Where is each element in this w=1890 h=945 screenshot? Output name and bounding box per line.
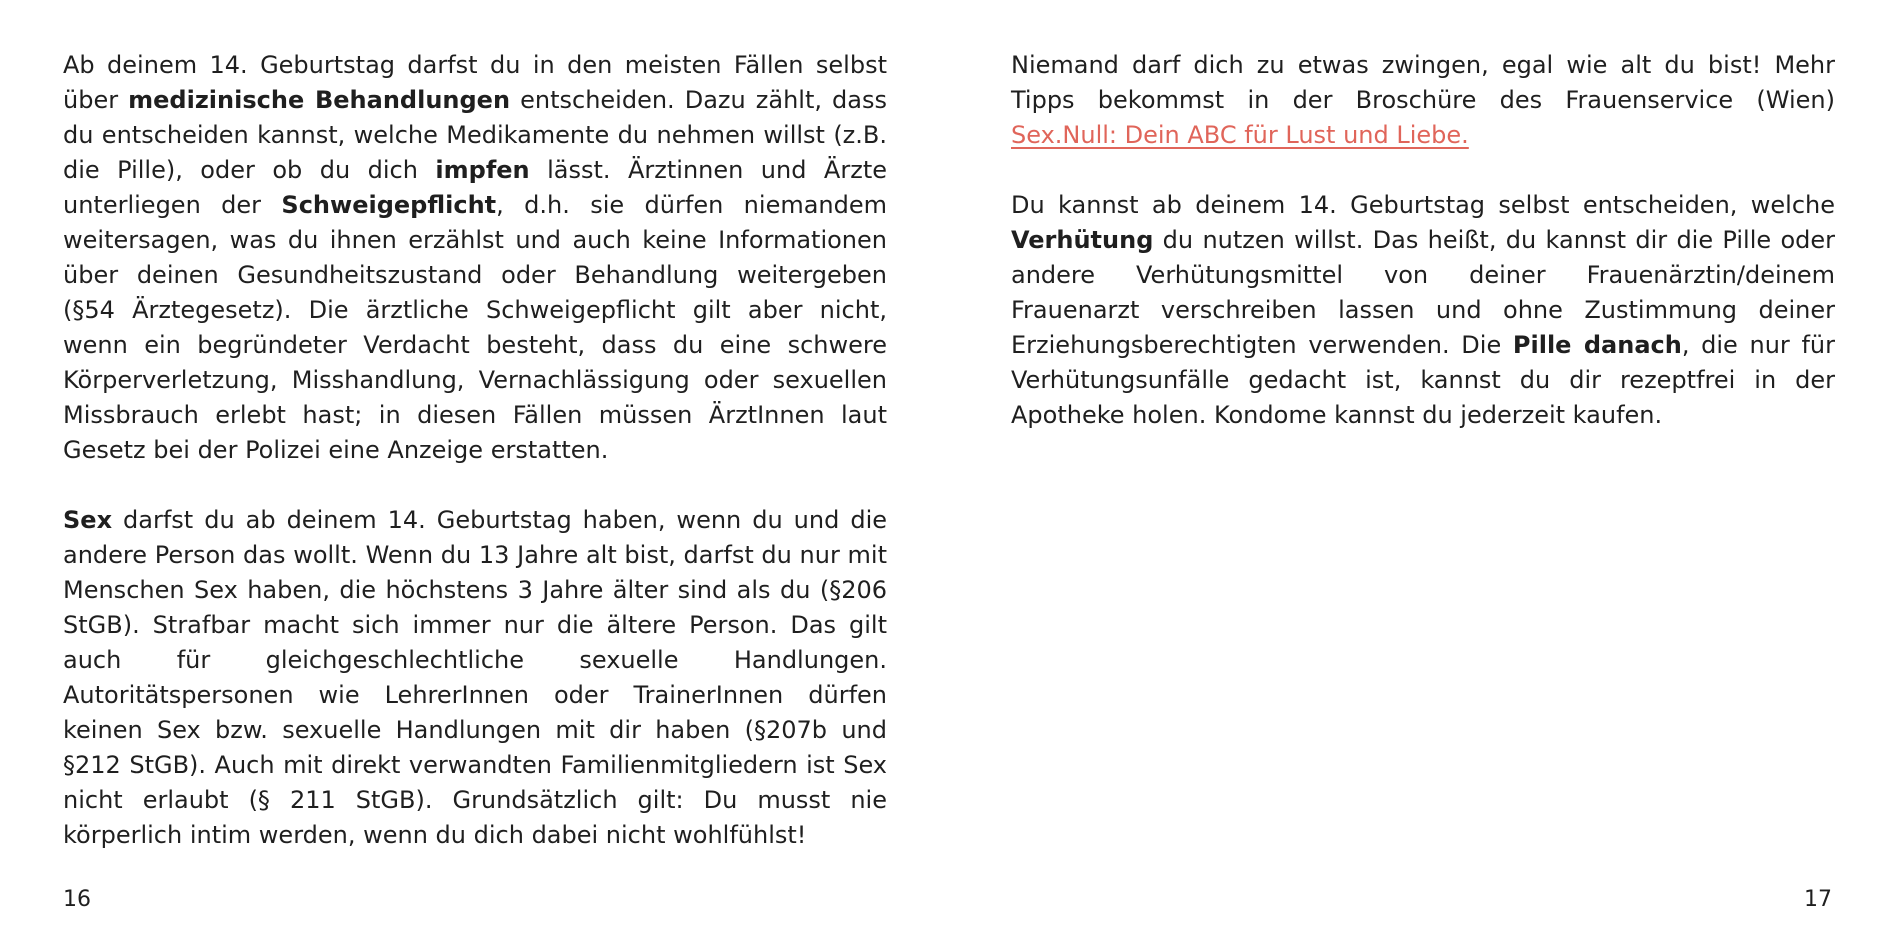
paragraph-text: Ab deinem 14. Geburtstag darfst du in den meisten Fällen selbst über (63, 51, 887, 114)
paragraph-text: du nutzen willst. Das heißt, du kannst dir die Pille oder andere Verhütungsmittel von deiner Frauenärztin/deinem Frauenarzt verschreiben lassen und ohne Zustimmung deiner Erziehungsberechtigten verwenden. Die (1011, 226, 1835, 359)
paragraph-text: lässt. Ärztinnen und Ärzte unterliegen der (63, 156, 887, 219)
sex-age-paragraph (63, 503, 887, 853)
right-text-column (1011, 48, 1835, 468)
left-text-column (63, 48, 887, 888)
paragraph-text: entscheiden. Dazu zählt, dass du entscheiden kannst, welche Medikamente du nehmen willst (z.B. die Pille), oder ob du dich (63, 86, 887, 184)
bold-term-sex: Sex (63, 506, 113, 534)
page-number-left: 16 (63, 887, 91, 912)
contraception-paragraph (1011, 188, 1835, 433)
medical-treatment-paragraph (63, 48, 887, 468)
brochure-link[interactable]: Sex.Null: Dein ABC für Lust und Liebe. (1011, 121, 1469, 149)
paragraph-text: Niemand darf dich zu etwas zwingen, egal wie alt du bist! Mehr Tipps bekommst in der Broschüre des Frauenservice (Wien) (1011, 51, 1835, 114)
paragraph-text: darfst du ab deinem 14. Geburtstag haben, wenn du und die andere Person das wollt. Wenn du 13 Jahre alt bist, darfst du nur mit Menschen Sex haben, die höchstens 3 Jahre älter sind als du (§206 StGB). Strafbar macht sich immer nur die ältere Person. Das gilt auch für gleichgeschlechtliche sexuelle Handlungen. Autoritätspersonen wie LehrerInnen oder TrainerInnen dürfen keinen Sex bzw. sexuelle Handlungen mit dir haben (§207b und §212 StGB). Auch mit direkt verwandten Familienmitgliedern ist Sex nicht erlaubt (§ 211 StGB). Grundsätzlich gilt: Du musst nie körperlich intim werden, wenn du dich dabei nicht wohlfühlst! (63, 506, 887, 849)
bold-term-vaccination: impfen (435, 156, 530, 184)
bold-term-contraception: Verhütung (1011, 226, 1154, 254)
no-coercion-paragraph (1011, 48, 1835, 153)
page-number-right: 17 (1804, 887, 1832, 912)
bold-term-morning-after-pill: Pille danach (1512, 331, 1682, 359)
paragraph-text: , die nur für Verhütungsunfälle gedacht ist, kannst du dir rezeptfrei in der Apotheke holen. Kondome kannst du jederzeit kaufen. (1011, 331, 1836, 429)
paragraph-text: Du kannst ab deinem 14. Geburtstag selbst entscheiden, welche (1011, 191, 1835, 219)
paragraph-text: , d.h. sie dürfen niemandem weitersagen, was du ihnen erzählst und auch keine Informationen über deinen Gesundheitszustand oder Behandlung weitergeben (§54 Ärztegesetz). Die ärztliche Schweigepflicht gilt aber nicht, wenn ein begründeter Verdacht besteht, dass du eine schwere Körperverletzung, Misshandlung, Vernachlässigung oder sexuellen Missbrauch erlebt hast; in diesen Fällen müssen ÄrztInnen laut Gesetz bei der Polizei eine Anzeige erstatten. (63, 191, 888, 464)
right-page (945, 0, 1890, 945)
bold-term-confidentiality: Schweigepflicht (281, 191, 497, 219)
bold-term-medical-treatments: medizinische Behandlungen (128, 86, 511, 114)
